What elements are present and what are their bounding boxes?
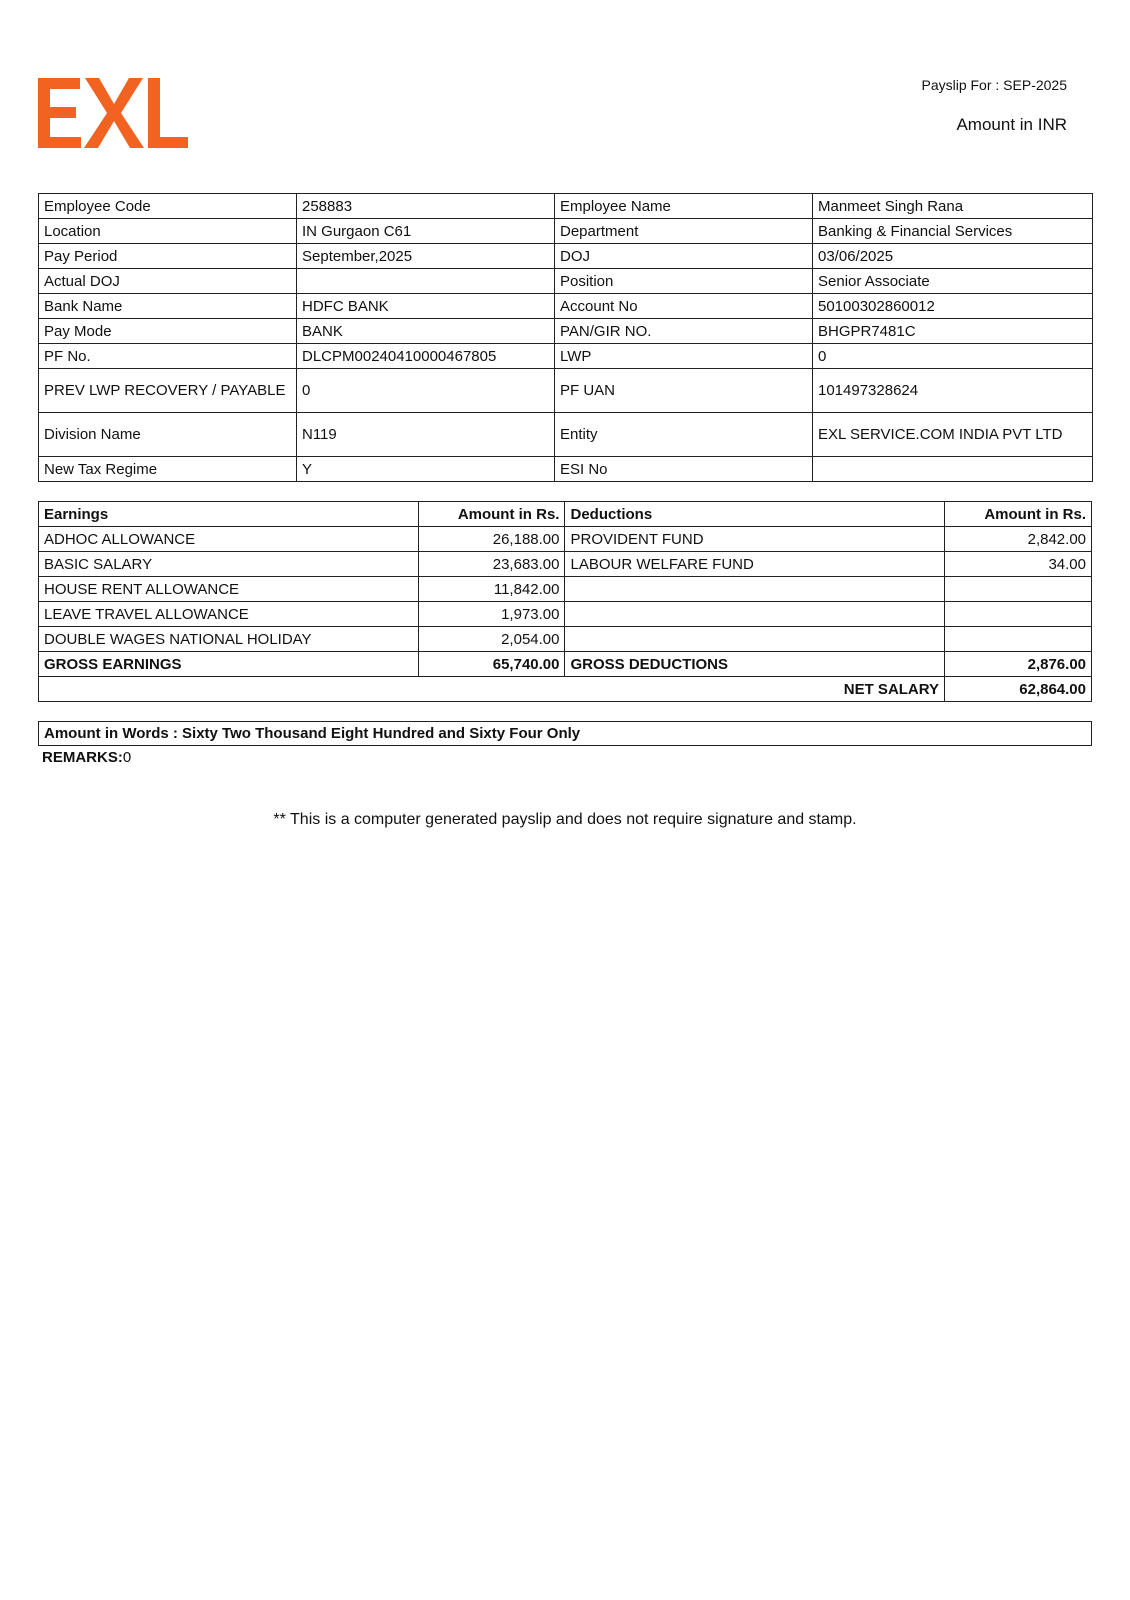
value-pf-uan: 101497328624	[813, 369, 1093, 413]
label-pay-mode: Pay Mode	[39, 319, 297, 344]
label-esi-no: ESI No	[555, 457, 813, 482]
value-bank-name: HDFC BANK	[297, 294, 555, 319]
amount-in-words: Amount in Words : Sixty Two Thousand Eight Hundred and Sixty Four Only	[38, 721, 1092, 746]
deduction-amount: 34.00	[945, 552, 1092, 577]
table-row	[39, 577, 1092, 602]
label-new-tax-regime: New Tax Regime	[39, 457, 297, 482]
table-row	[39, 319, 1093, 344]
value-division-name: N119	[297, 413, 555, 457]
value-position: Senior Associate	[813, 269, 1093, 294]
earning-amount: 2,054.00	[418, 627, 565, 652]
earning-amount: 11,842.00	[418, 577, 565, 602]
label-location: Location	[39, 219, 297, 244]
table-row	[39, 244, 1093, 269]
value-pay-period: September,2025	[297, 244, 555, 269]
earning-name: DOUBLE WAGES NATIONAL HOLIDAY	[39, 627, 419, 652]
earning-name: ADHOC ALLOWANCE	[39, 527, 419, 552]
earning-name: LEAVE TRAVEL ALLOWANCE	[39, 602, 419, 627]
earnings-header: Earnings	[39, 502, 419, 527]
earning-name: HOUSE RENT ALLOWANCE	[39, 577, 419, 602]
deduction-amount	[945, 627, 1092, 652]
net-salary-label: NET SALARY	[39, 677, 945, 702]
label-entity: Entity	[555, 413, 813, 457]
exl-logo	[38, 76, 188, 152]
label-actual-doj: Actual DOJ	[39, 269, 297, 294]
value-department: Banking & Financial Services	[813, 219, 1093, 244]
remarks-value: 0	[122, 749, 132, 766]
remarks-label: REMARKS:	[42, 749, 123, 766]
label-employee-code: Employee Code	[39, 194, 297, 219]
earning-amount: 26,188.00	[418, 527, 565, 552]
label-pan: PAN/GIR NO.	[555, 319, 813, 344]
value-employee-name: Manmeet Singh Rana	[813, 194, 1093, 219]
label-account-no: Account No	[555, 294, 813, 319]
value-esi-no	[813, 457, 1093, 482]
label-pf-uan: PF UAN	[555, 369, 813, 413]
deduction-name	[565, 627, 945, 652]
exl-logo-icon	[38, 76, 188, 152]
table-row	[39, 369, 1093, 413]
deduction-amount	[945, 602, 1092, 627]
label-lwp: LWP	[555, 344, 813, 369]
earnings-amount-header: Amount in Rs.	[418, 502, 565, 527]
deduction-amount	[945, 577, 1092, 602]
deductions-header: Deductions	[565, 502, 945, 527]
table-row	[39, 219, 1093, 244]
value-pan: BHGPR7481C	[813, 319, 1093, 344]
table-row	[39, 344, 1093, 369]
label-pay-period: Pay Period	[39, 244, 297, 269]
value-lwp: 0	[813, 344, 1093, 369]
value-doj: 03/06/2025	[813, 244, 1093, 269]
value-account-no: 50100302860012	[813, 294, 1093, 319]
table-row	[39, 527, 1092, 552]
label-position: Position	[555, 269, 813, 294]
label-division-name: Division Name	[39, 413, 297, 457]
footer-note: ** This is a computer generated payslip and does not require signature and stamp.	[273, 811, 857, 828]
value-employee-code: 258883	[297, 194, 555, 219]
deduction-name: LABOUR WELFARE FUND	[565, 552, 945, 577]
deduction-name	[565, 577, 945, 602]
deductions-amount-header: Amount in Rs.	[945, 502, 1092, 527]
net-salary-value: 62,864.00	[945, 677, 1092, 702]
label-employee-name: Employee Name	[555, 194, 813, 219]
totals-row	[39, 652, 1092, 677]
earnings-deductions-table	[38, 501, 1092, 702]
employee-info-table	[38, 193, 1093, 482]
table-row	[39, 457, 1093, 482]
value-actual-doj	[297, 269, 555, 294]
label-prev-lwp: PREV LWP RECOVERY / PAYABLE	[39, 369, 297, 413]
gross-earnings-value: 65,740.00	[418, 652, 565, 677]
label-department: Department	[555, 219, 813, 244]
table-row	[39, 294, 1093, 319]
gross-deductions-value: 2,876.00	[945, 652, 1092, 677]
value-location: IN Gurgaon C61	[297, 219, 555, 244]
table-row	[39, 627, 1092, 652]
table-header-row	[39, 502, 1092, 527]
earning-amount: 1,973.00	[418, 602, 565, 627]
payslip-period: Payslip For : SEP-2025	[921, 77, 1067, 93]
table-row	[39, 269, 1093, 294]
table-row	[39, 602, 1092, 627]
table-row	[39, 413, 1093, 457]
deduction-name	[565, 602, 945, 627]
value-new-tax-regime: Y	[297, 457, 555, 482]
table-row	[39, 194, 1093, 219]
label-pf-no: PF No.	[39, 344, 297, 369]
remarks	[42, 749, 131, 766]
gross-deductions-label: GROSS DEDUCTIONS	[565, 652, 945, 677]
deduction-amount: 2,842.00	[945, 527, 1092, 552]
earning-amount: 23,683.00	[418, 552, 565, 577]
label-bank-name: Bank Name	[39, 294, 297, 319]
value-prev-lwp: 0	[297, 369, 555, 413]
value-pay-mode: BANK	[297, 319, 555, 344]
currency-note: Amount in INR	[956, 115, 1067, 134]
value-entity: EXL SERVICE.COM INDIA PVT LTD	[813, 413, 1093, 457]
deduction-name: PROVIDENT FUND	[565, 527, 945, 552]
value-pf-no: DLCPM00240410000467805	[297, 344, 555, 369]
table-row	[39, 552, 1092, 577]
earning-name: BASIC SALARY	[39, 552, 419, 577]
net-salary-row	[39, 677, 1092, 702]
label-doj: DOJ	[555, 244, 813, 269]
gross-earnings-label: GROSS EARNINGS	[39, 652, 419, 677]
